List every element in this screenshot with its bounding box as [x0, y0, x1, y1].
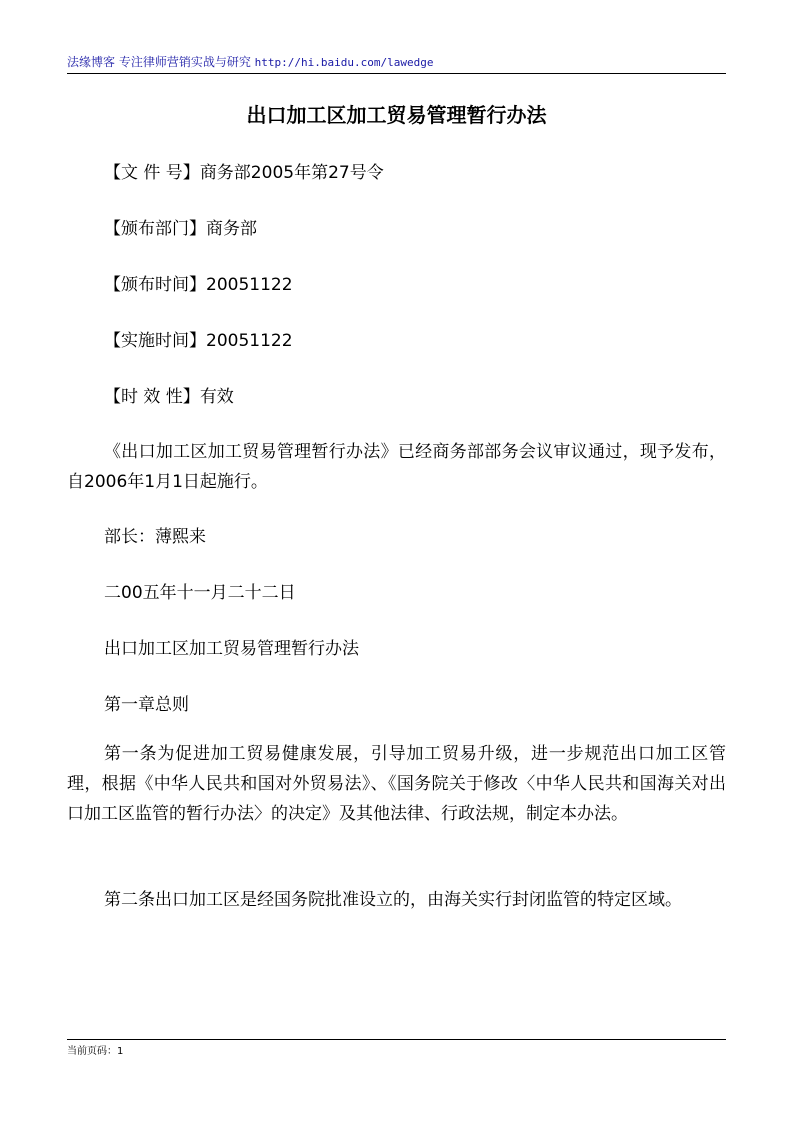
announcement-paragraph: 《出口加工区加工贸易管理暂行办法》已经商务部部务会议审议通过，现予发布，自2006年1月1日起施行。 [67, 442, 726, 492]
page-footer [67, 1045, 123, 1059]
meta-value: 商务部 [206, 219, 257, 239]
date-line: 二00五年十一月二十二日 [104, 583, 296, 603]
meta-effective-date [104, 330, 293, 352]
footer-divider [67, 1039, 726, 1040]
regulation-subtitle: 出口加工区加工贸易管理暂行办法 [104, 639, 359, 659]
meta-document-number [104, 162, 384, 184]
meta-label: 【颁布时间】 [104, 275, 206, 295]
meta-label: 【实施时间】 [104, 331, 206, 351]
document-title: 出口加工区加工贸易管理暂行办法 [246, 103, 547, 127]
meta-label: 【文 件 号】 [104, 163, 200, 183]
page-number-label: 当前页码： [67, 1046, 117, 1057]
page-number: 1 [117, 1046, 124, 1057]
meta-value: 有效 [199, 387, 234, 407]
header-divider [67, 73, 726, 74]
meta-value: 20051122 [206, 331, 293, 351]
meta-validity [104, 386, 234, 408]
meta-value: 20051122 [206, 275, 293, 295]
meta-issuing-department [104, 218, 257, 240]
meta-issue-date [104, 274, 293, 296]
meta-label: 【时 效 性】 [104, 387, 200, 407]
article-2-paragraph: 第二条出口加工区是经国务院批准设立的，由海关实行封闭监管的特定区域。 [104, 890, 682, 910]
header-site-name: 法缘博客 专注律师营销实战与研究 [67, 55, 251, 69]
article-1-paragraph: 第一条为促进加工贸易健康发展，引导加工贸易升级，进一步规范出口加工区管理，根据《中华人民共和国对外贸易法》、《国务院关于修改〈中华人民共和国海关对出口加工区监管的暂行办法〉的决定》及其他法律、行政法规，制定本办法。 [67, 744, 726, 824]
chapter-heading: 第一章总则 [104, 695, 189, 715]
header-url-link[interactable]: http://hi.baidu.com/lawedge [254, 56, 434, 69]
meta-value: 商务部2005年第27号令 [199, 163, 384, 183]
meta-label: 【颁布部门】 [104, 219, 206, 239]
page-header [67, 54, 433, 71]
signature-line: 部长：薄熙来 [104, 527, 206, 547]
